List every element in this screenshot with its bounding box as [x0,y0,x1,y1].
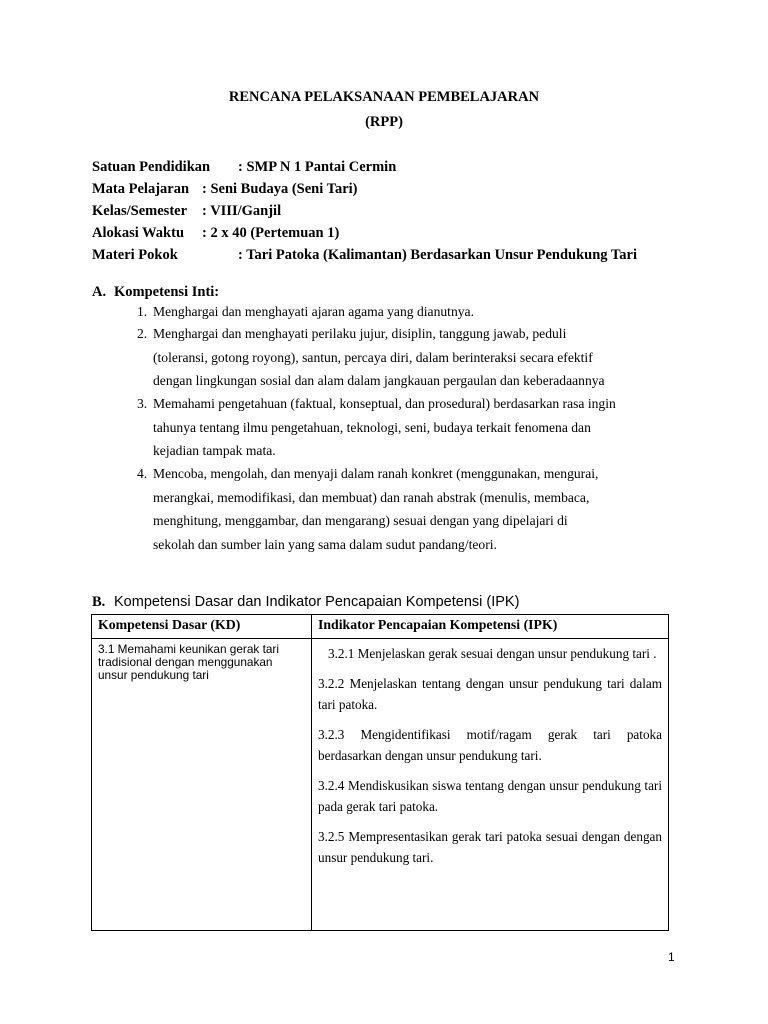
kompetensi-inti-item [137,392,697,463]
meta-label: Alokasi Waktu [92,225,185,241]
document-title: RENCANA PELAKSANAAN PEMBELAJARAN [228,89,540,105]
ipk-item: 3.2.4 Mendiskusikan siswa tentang dengan unsur pendukung tari pada gerak tari patoka. [318,778,662,814]
section-title: Kompetensi Inti: [114,284,220,300]
meta-label: Kelas/Semester [92,203,188,219]
table-header-row [92,615,669,639]
meta-row [92,247,637,264]
item-number: 2. [137,326,148,341]
item-text: Menghargai dan menghayati perilaku jujur, disiplin, tanggung jawab, peduli [153,326,567,341]
meta-row [92,225,339,242]
kd-text: 3.1 Memahami keunikan gerak tari tradisional dengan menggunakan unsur pendukung tari [98,642,279,682]
item-text: menghitung, menggambar, dan mengarang) sesuai dengan yang dipelajari di [153,513,568,528]
section-b-heading [92,594,519,611]
item-text: tahunya tentang ilmu pengetahuan, teknologi, seni, budaya terkait fenomena dan [153,419,591,435]
meta-row [92,181,358,198]
section-letter: A. [92,284,107,300]
item-text: dengan lingkungan sosial dan alam dalam jangkauan pergaulan dan keberadaannya [153,373,605,388]
ipk-item: 3.2.3 Mengidentifikasi motif/ragam gerak tari patoka berdasarkan dengan unsur pendukung tari. [318,727,662,763]
meta-row [92,159,396,176]
meta-value: : VIII/Ganjil [202,203,282,219]
section-a-heading [92,284,219,301]
item-text: Mencoba, mengolah, dan menyaji dalam ranah konkret (menggunakan, mengurai, [153,466,599,481]
kompetensi-inti-item [137,322,697,393]
kompetensi-inti-item [137,300,697,324]
item-text: sekolah dan sumber lain yang sama dalam sudut pandang/teori. [153,536,497,552]
meta-label: Satuan Pendidikan [92,159,211,175]
column-header-kd: Kompetensi Dasar (KD) [92,615,312,639]
item-text: Menghargai dan menghayati ajaran agama yang dianutnya. [153,304,474,319]
meta-value: : SMP N 1 Pantai Cermin [238,159,397,175]
item-number: 3. [137,396,148,411]
meta-value: : Seni Budaya (Seni Tari) [202,181,358,197]
item-text: merangkai, memodifikasi, dan membuat) dan ranah abstrak (menulis, membaca, [153,489,590,505]
kd-ipk-table [91,614,669,931]
ipk-item: 3.2.1 Menjelaskan gerak sesuai dengan unsur pendukung tari . [328,646,657,661]
item-text: kejadian tampak mata. [153,443,276,458]
document-subtitle: (RPP) [365,114,403,130]
section-letter: B. [92,594,106,610]
kd-cell [92,639,312,931]
meta-label: Materi Pokok [92,247,178,263]
column-header-ipk: Indikator Pencapaian Kompetensi (IPK) [312,615,669,639]
meta-value: : Tari Patoka (Kalimantan) Berdasarkan Unsur Pendukung Tari [238,247,637,263]
item-number: 4. [137,466,148,481]
meta-value: : 2 x 40 (Pertemuan 1) [202,225,340,241]
item-text: Memahami pengetahuan (faktual, konseptual, dan prosedural) berdasarkan rasa ingin [153,396,616,411]
meta-label: Mata Pelajaran [92,181,190,197]
page-number: 1 [668,950,675,964]
ipk-item: 3.2.5 Mempresentasikan gerak tari patoka sesuai dengan dengan unsur pendukung tari. [318,829,662,865]
meta-row [92,203,281,220]
item-number: 1. [137,304,148,319]
section-title: Kompetensi Dasar dan Indikator Pencapaian Kompetensi (IPK) [114,594,520,610]
ipk-cell [312,639,669,931]
table-row [92,639,669,931]
item-text: (toleransi, gotong royong), santun, percaya diri, dalam berinteraksi secara efektif [153,349,593,365]
ipk-item: 3.2.2 Menjelaskan tentang dengan unsur pendukung tari dalam tari patoka. [318,676,662,712]
kompetensi-inti-item [137,462,697,556]
